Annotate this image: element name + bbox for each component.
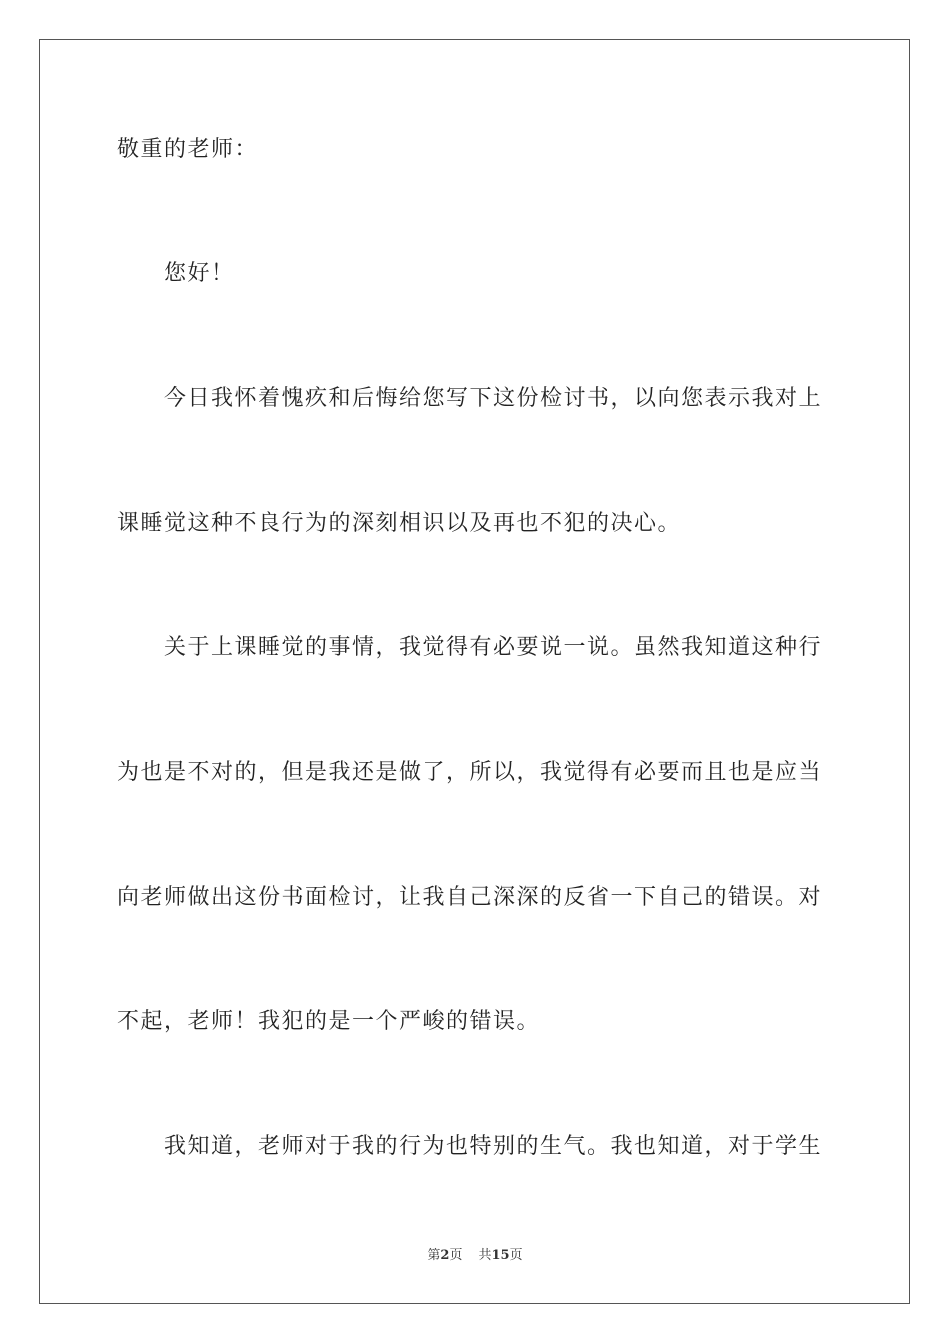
paragraph-2-line-2: 为也是不对的，但是我还是做了，所以，我觉得有必要而且也是应当 <box>117 760 823 785</box>
page-footer <box>0 1247 950 1265</box>
paragraph-2-line-4: 不起，老师！我犯的是一个严峻的错误。 <box>117 1009 541 1034</box>
footer-page-number: 2 <box>440 1248 450 1263</box>
footer-page-suffix: 页 <box>449 1248 463 1263</box>
footer-total-suffix: 页 <box>509 1248 523 1263</box>
footer-total-pages: 15 <box>491 1248 510 1263</box>
paragraph-3-line-1: 我知道，老师对于我的行为也特别的生气。我也知道，对于学生 <box>164 1134 823 1159</box>
paragraph-2-line-1: 关于上课睡觉的事情，我觉得有必要说一说。虽然我知道这种行 <box>164 635 823 660</box>
paragraph-1-line-1: 今日我怀着愧疚和后悔给您写下这份检讨书，以向您表示我对上 <box>164 386 823 411</box>
paragraph-2-line-3: 向老师做出这份书面检讨，让我自己深深的反省一下自己的错误。对 <box>117 885 823 910</box>
footer-page-prefix: 第 <box>427 1248 441 1263</box>
hello-line: 您好！ <box>164 261 235 286</box>
footer-total-prefix: 共 <box>478 1248 492 1263</box>
page-frame <box>39 39 910 1304</box>
greeting-line: 敬重的老师： <box>117 137 259 162</box>
paragraph-1-line-2: 课睡觉这种不良行为的深刻相识以及再也不犯的决心。 <box>117 511 682 536</box>
